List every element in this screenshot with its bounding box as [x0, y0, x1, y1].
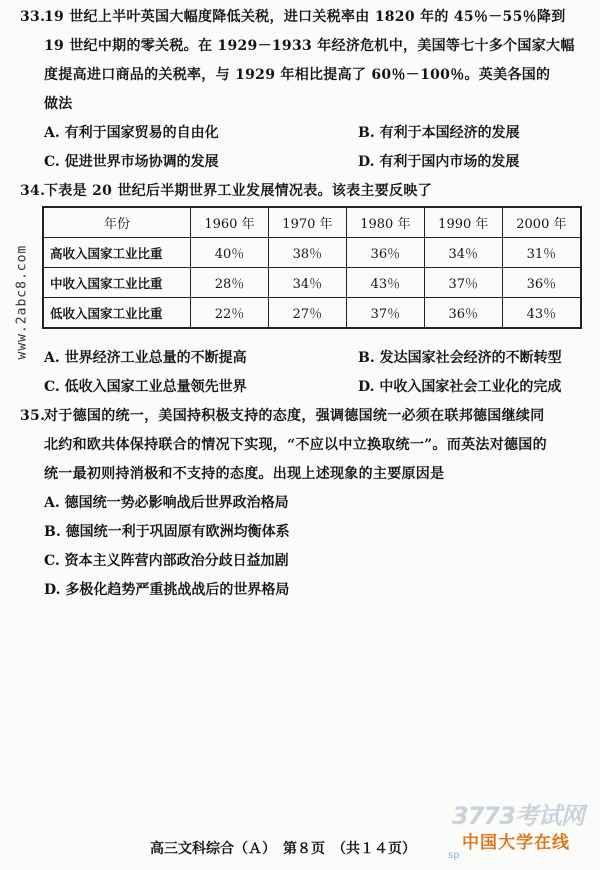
page-footer: 高三文科综合（Ａ） 第８页 （共１４页）: [150, 841, 416, 857]
table-cell: 28％: [191, 268, 269, 298]
q34-number: 34.: [20, 183, 46, 199]
corner-watermark-logo: 3773考试网: [452, 802, 584, 830]
q35-line-1: 35.对于德国的统一，美国持积极支持的态度，强调德国统一必须在联邦德国继续同: [20, 408, 545, 424]
table-header-cell: 2000 年: [502, 207, 581, 238]
table-header-cell: 1960 年: [191, 207, 269, 238]
q33-line-1: 33.19 世纪上半叶英国大幅度降低关税，进口关税率由 1820 年的 45％－55％降到: [20, 9, 566, 25]
q34-option-c: C. 低收入国家工业总量领先世界: [44, 379, 247, 395]
table-cell: 22％: [191, 298, 269, 329]
q33-option-d: D. 有利于国内市场的发展: [358, 154, 520, 170]
table-cell: 36％: [424, 298, 502, 329]
table-cell: 43％: [346, 268, 424, 298]
table-row: [43, 268, 581, 298]
table-row: [43, 238, 581, 268]
table-header-row: [43, 207, 581, 238]
table-cell: 34％: [268, 268, 346, 298]
q35-line-2: 北约和欧共体保持联合的情况下实现，“不应以中立换取统一”。而英法对德国的: [44, 437, 547, 453]
table-cell: 27％: [268, 298, 346, 329]
table-cell: 37％: [424, 268, 502, 298]
q34-stem: 34.下表是 20 世纪后半期世界工业发展情况表。该表主要反映了: [20, 183, 432, 199]
industry-table: [42, 206, 582, 329]
table-header-cell: 1970 年: [268, 207, 346, 238]
q33-line-3: 度提高进口商品的关税率，与 1929 年相比提高了 60％－100％。英美各国的: [44, 67, 551, 83]
q35-number: 35.: [20, 408, 46, 424]
q34-option-b: B. 发达国家社会经济的不断转型: [358, 350, 562, 366]
q33-option-a: A. 有利于国家贸易的自由化: [44, 125, 219, 141]
table-cell: 37％: [346, 298, 424, 329]
corner-watermark-sub: sp: [448, 850, 460, 861]
q35-option-a: A. 德国统一势必影响战后世界政治格局: [44, 495, 289, 511]
corner-watermark-name: 中国大学在线: [462, 833, 570, 853]
table-cell: 36％: [346, 238, 424, 268]
row-label: 低收入国家工业比重: [43, 298, 191, 329]
side-watermark-url: www.2abc8.com: [14, 244, 30, 360]
table-cell: 43％: [502, 298, 581, 329]
q33-number: 33.: [20, 9, 46, 25]
q34-option-d: D. 中收入国家社会工业化的完成: [358, 379, 562, 395]
row-label: 中收入国家工业比重: [43, 268, 191, 298]
table-header-cell: 1980 年: [346, 207, 424, 238]
table-header-cell: 1990 年: [424, 207, 502, 238]
table-cell: 34％: [424, 238, 502, 268]
q35-option-c: C. 资本主义阵营内部政治分歧日益加剧: [44, 553, 289, 569]
table-cell: 31％: [502, 238, 581, 268]
q34-option-a: A. 世界经济工业总量的不断提高: [44, 350, 247, 366]
q35-option-d: D. 多极化趋势严重挑战战后的世界格局: [44, 582, 290, 598]
q33-option-c: C. 促进世界市场协调的发展: [44, 154, 219, 170]
table-cell: 38％: [268, 238, 346, 268]
table-cell: 40％: [191, 238, 269, 268]
q35-line-3: 统一最初则持消极和不支持的态度。出现上述现象的主要原因是: [44, 466, 445, 482]
table-cell: 36％: [502, 268, 581, 298]
row-label: 高收入国家工业比重: [43, 238, 191, 268]
table-row: [43, 298, 581, 329]
q35-option-b: B. 德国统一利于巩固原有欧洲均衡体系: [44, 524, 290, 540]
q33-line-4: 做法: [44, 96, 73, 112]
q33-line-2: 19 世纪中期的零关税。在 1929－1933 年经济危机中，美国等七十多个国家大幅: [44, 38, 575, 54]
table-header-cell: 年份: [43, 207, 191, 238]
q33-option-b: B. 有利于本国经济的发展: [358, 125, 520, 141]
